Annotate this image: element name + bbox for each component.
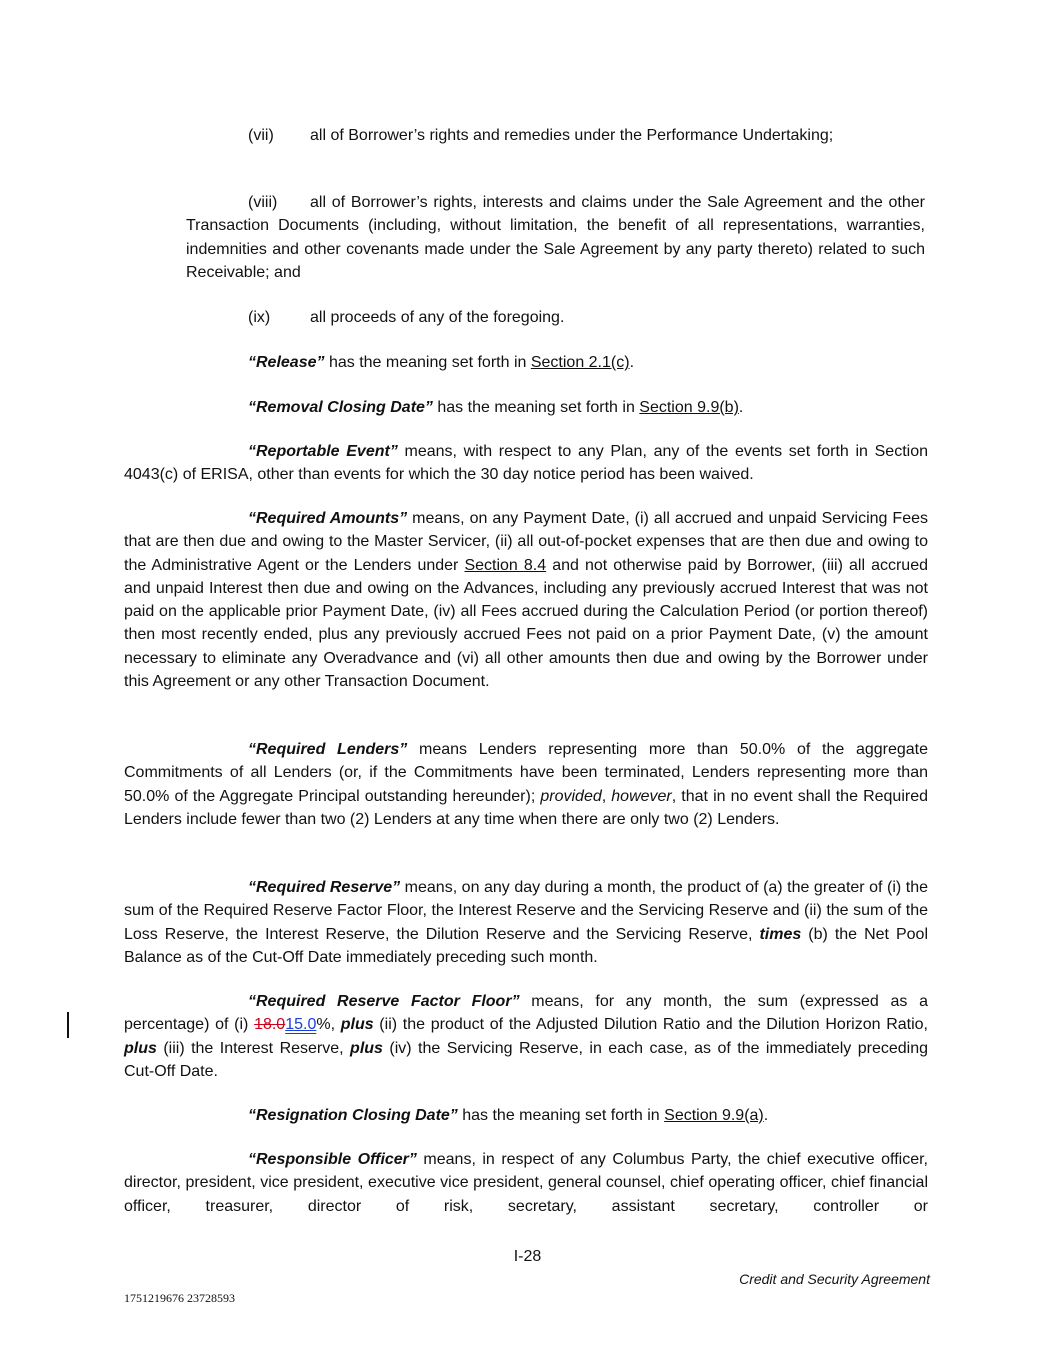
definition-reportable-event: “Reportable Event” means, with respect to any Plan, any of the events set forth in Section 4043(c) of ERISA, other than events for which the 30 day notice period has been waived.: [124, 443, 929, 484]
section-reference-link[interactable]: Section 9.9(b): [639, 399, 739, 416]
defined-term: “Resignation Closing Date”: [248, 1107, 458, 1124]
defined-term: “Removal Closing Date”: [248, 399, 433, 416]
inserted-text: 15.0: [285, 1016, 317, 1034]
footer-title: Credit and Security Agreement: [739, 1271, 930, 1287]
clause-number: (viii): [248, 194, 278, 211]
definition-resignation-closing-date: “Resignation Closing Date” has the meaning set forth in Section 9.9(a).: [248, 1107, 769, 1124]
defined-term: “Reportable Event”: [248, 443, 398, 460]
deleted-text: 18.0: [254, 1016, 286, 1034]
clause-number: (vii): [248, 127, 274, 144]
definition-required-lenders: “Required Lenders” means Lenders representing more than 50.0% of the aggregate Commitments of all Lenders (or, if the Commitments have been terminated, Lenders representing more than 50.0% of the Aggregate Principal outstanding hereunder); provided, however, that in no event shall the Required Lenders include fewer than two (2) Lenders at any time when there are only two (2) Lenders.: [124, 741, 929, 828]
change-bar: [67, 1012, 69, 1038]
document-id: 1751219676 23728593: [124, 1291, 235, 1305]
defined-term: “Required Lenders”: [248, 741, 408, 758]
clause-text: all of Borrower’s rights and remedies under the Performance Undertaking;: [310, 127, 834, 144]
definition-responsible-officer: “Responsible Officer” means, in respect of any Columbus Party, the chief executive officer, director, president, vice president, executive vice president, general counsel, chief operating officer, chief financial officer, treasurer, director of risk, secretary, assistant secretary, controller or: [124, 1151, 929, 1215]
section-reference-link[interactable]: Section 8.4: [464, 556, 547, 574]
definition-required-reserve-factor-floor: “Required Reserve Factor Floor” means, for any month, the sum (expressed as a percentage) of (i) 18.015.0%, plus (ii) the product of the Adjusted Dilution Ratio and the Dilution Horizon Ratio, plus (iii) the Interest Reserve, plus (iv) the Servicing Reserve, in each case, as of the immediately preceding Cut-Off Date.: [124, 993, 929, 1080]
clause-viii: [186, 191, 925, 284]
clause-text: all of Borrower’s rights, interests and claims under the Sale Agreement and the other Transaction Documents (including, without limitation, the benefit of all representations, warranties, indemnities and other covenants made under the Sale Agreement by any party thereto) related to such Receivable; and: [186, 194, 925, 281]
defined-term: “Required Reserve”: [248, 879, 401, 896]
clause-number: (ix): [248, 309, 271, 326]
page-number: I-28: [513, 1248, 542, 1265]
defined-term: “Required Reserve Factor Floor”: [248, 993, 520, 1010]
section-reference-link[interactable]: Section 9.9(a): [664, 1107, 764, 1124]
clause-text: all proceeds of any of the foregoing.: [310, 309, 565, 326]
clause-vii: [186, 124, 925, 147]
defined-term: “Required Amounts”: [248, 510, 408, 527]
definition-release: “Release” has the meaning set forth in Section 2.1(c).: [248, 354, 635, 371]
defined-term: “Release”: [248, 354, 325, 371]
defined-term: “Responsible Officer”: [248, 1151, 417, 1168]
section-reference-link[interactable]: Section 2.1(c): [530, 354, 630, 371]
definition-required-amounts: “Required Amounts” means, on any Payment Date, (i) all accrued and unpaid Servicing Fees that are then due and owing to the Master Servicer, (ii) all out-of-pocket expenses that are then due and owing to the Administrative Agent or the Lenders under Section 8.4 and not otherwise paid by Borrower, (iii) all accrued and unpaid Interest then due and owing on the Advances, including any previously accrued Interest that was not paid on the applicable prior Payment Date, (iv) all Fees accrued during the Calculation Period (or portion thereof) then most recently ended, plus any previously accrued Fees not paid on a prior Payment Date, (v) the amount necessary to eliminate any Overadvance and (vi) all other amounts then due and owing by the Borrower under this Agreement or any other Transaction Document.: [124, 510, 929, 691]
definition-removal-closing-date: “Removal Closing Date” has the meaning set forth in Section 9.9(b).: [248, 399, 744, 416]
clause-ix: [186, 306, 925, 329]
definition-required-reserve: “Required Reserve” means, on any day during a month, the product of (a) the greater of (i) the sum of the Required Reserve Factor Floor, the Interest Reserve and the Servicing Reserve and (ii) the sum of the Loss Reserve, the Interest Reserve, the Dilution Reserve and the Servicing Reserve, times (b) the Net Pool Balance as of the Cut-Off Date immediately preceding such month.: [124, 879, 929, 966]
